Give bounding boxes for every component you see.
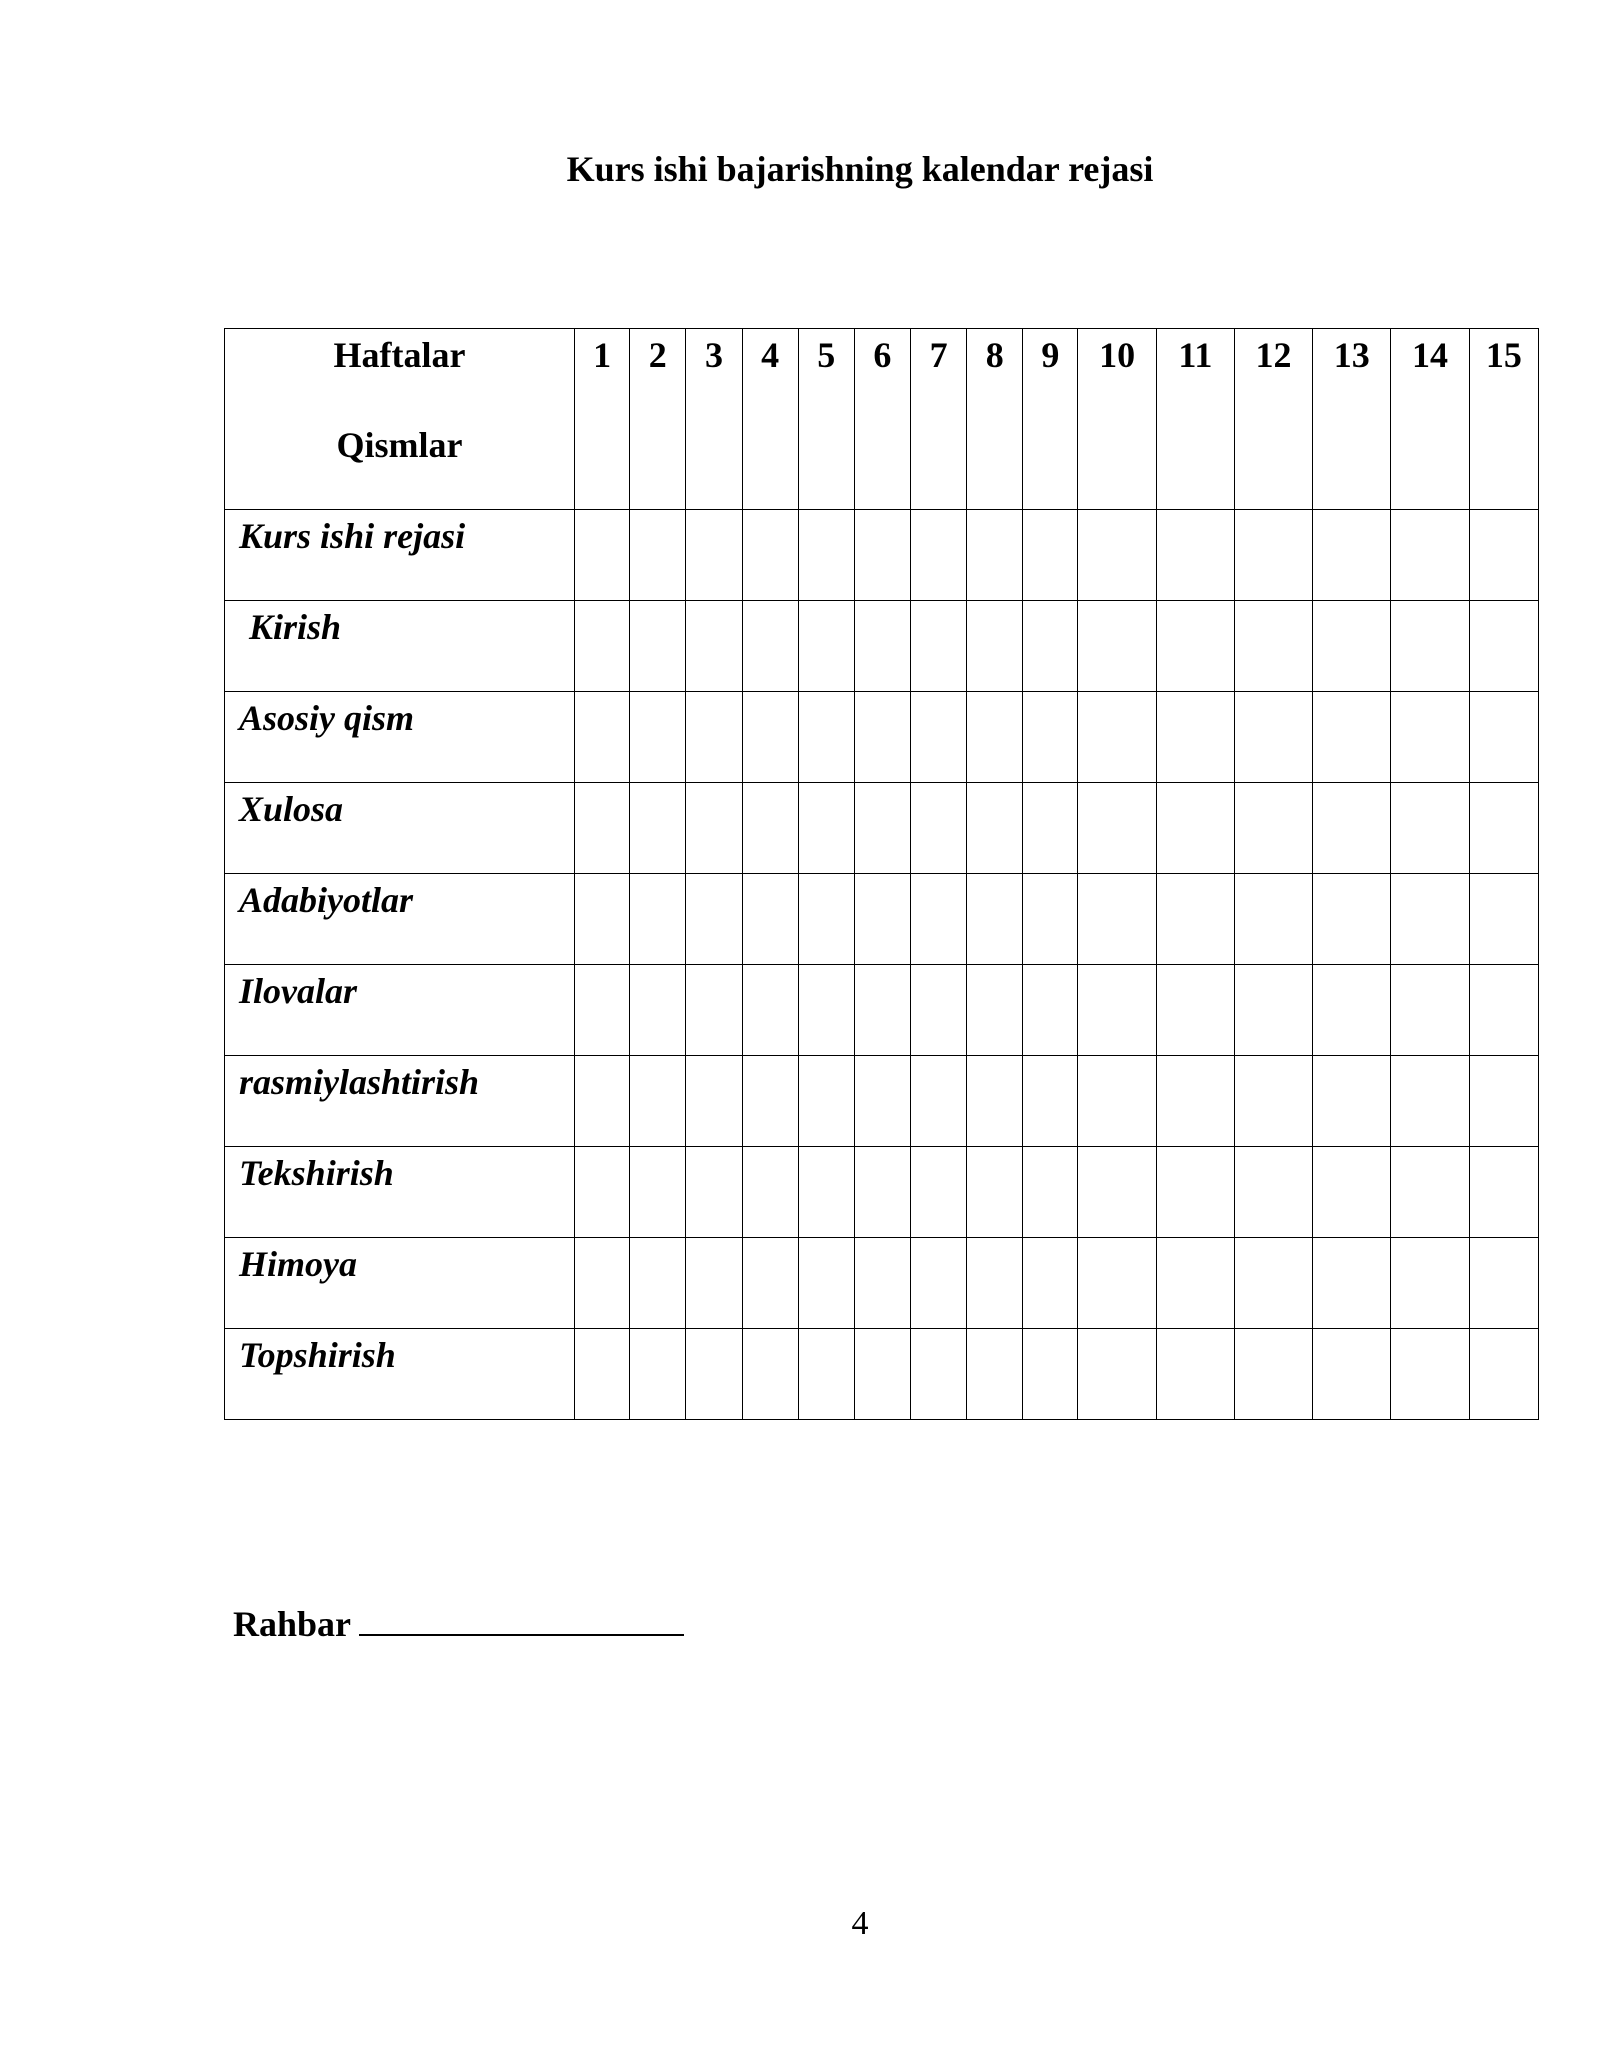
week-cell xyxy=(1469,1147,1538,1238)
week-cell xyxy=(1469,1056,1538,1147)
week-cell xyxy=(630,965,686,1056)
week-header-cell: 5 xyxy=(798,329,854,510)
week-cell xyxy=(630,1147,686,1238)
week-cell xyxy=(686,874,742,965)
corner-header-cell xyxy=(225,329,575,510)
week-cell xyxy=(575,874,630,965)
section-name-cell: Kurs ishi rejasi xyxy=(225,510,575,601)
week-cell xyxy=(742,601,798,692)
week-cell xyxy=(1156,510,1234,601)
week-cell xyxy=(911,1329,967,1420)
week-cell xyxy=(798,1147,854,1238)
week-cell xyxy=(1469,601,1538,692)
week-cell xyxy=(1156,1329,1234,1420)
table-row xyxy=(225,510,1539,601)
week-cell xyxy=(854,783,910,874)
section-name-cell: Adabiyotlar xyxy=(225,874,575,965)
week-cell xyxy=(1078,874,1156,965)
week-cell xyxy=(1391,1147,1469,1238)
week-header-cell: 12 xyxy=(1234,329,1312,510)
week-cell xyxy=(1156,692,1234,783)
week-cell xyxy=(686,965,742,1056)
week-cell xyxy=(1234,783,1312,874)
week-cell xyxy=(630,1056,686,1147)
week-cell xyxy=(1023,1238,1078,1329)
week-cell xyxy=(854,1329,910,1420)
week-header-cell: 7 xyxy=(911,329,967,510)
week-cell xyxy=(575,965,630,1056)
week-cell xyxy=(1078,601,1156,692)
week-cell xyxy=(798,1238,854,1329)
week-cell xyxy=(575,783,630,874)
week-cell xyxy=(911,965,967,1056)
table-row xyxy=(225,601,1539,692)
table-row xyxy=(225,1329,1539,1420)
week-cell xyxy=(1469,1329,1538,1420)
week-cell xyxy=(1391,692,1469,783)
sections-header-label: Qismlar xyxy=(336,425,463,465)
week-header-cell: 14 xyxy=(1391,329,1469,510)
week-cell xyxy=(1313,965,1391,1056)
week-cell xyxy=(630,783,686,874)
week-cell xyxy=(967,1238,1023,1329)
week-cell xyxy=(854,692,910,783)
week-cell xyxy=(1023,692,1078,783)
week-cell xyxy=(630,692,686,783)
week-cell xyxy=(630,874,686,965)
week-cell xyxy=(1234,601,1312,692)
week-cell xyxy=(1234,1238,1312,1329)
week-cell xyxy=(1313,874,1391,965)
calendar-plan-table xyxy=(224,328,1539,1420)
section-name-cell: Tekshirish xyxy=(225,1147,575,1238)
week-cell xyxy=(911,601,967,692)
week-cell xyxy=(967,1056,1023,1147)
week-cell xyxy=(798,783,854,874)
week-cell xyxy=(1391,1329,1469,1420)
week-cell xyxy=(1391,1056,1469,1147)
week-header-cell: 10 xyxy=(1078,329,1156,510)
week-cell xyxy=(742,1238,798,1329)
week-cell xyxy=(1156,783,1234,874)
week-cell xyxy=(1313,1329,1391,1420)
week-cell xyxy=(854,510,910,601)
header-row xyxy=(225,329,1539,510)
week-cell xyxy=(967,692,1023,783)
week-cell xyxy=(686,1147,742,1238)
week-cell xyxy=(967,965,1023,1056)
week-cell xyxy=(1023,510,1078,601)
week-cell xyxy=(854,601,910,692)
week-cell xyxy=(1469,1238,1538,1329)
week-cell xyxy=(630,510,686,601)
week-cell xyxy=(1469,692,1538,783)
week-cell xyxy=(911,874,967,965)
table-row xyxy=(225,1056,1539,1147)
week-cell xyxy=(630,1329,686,1420)
table-row xyxy=(225,783,1539,874)
week-header-cell: 4 xyxy=(742,329,798,510)
week-header-cell: 6 xyxy=(854,329,910,510)
week-cell xyxy=(575,1056,630,1147)
week-cell xyxy=(1313,1147,1391,1238)
week-cell xyxy=(686,783,742,874)
week-cell xyxy=(967,601,1023,692)
section-name-cell: Topshirish xyxy=(225,1329,575,1420)
week-cell xyxy=(1156,601,1234,692)
week-cell xyxy=(911,510,967,601)
section-name-cell: Kirish xyxy=(225,601,575,692)
week-cell xyxy=(1023,1056,1078,1147)
week-cell xyxy=(854,874,910,965)
week-cell xyxy=(967,1329,1023,1420)
week-cell xyxy=(686,1238,742,1329)
week-cell xyxy=(1313,692,1391,783)
week-cell xyxy=(742,1329,798,1420)
week-cell xyxy=(798,601,854,692)
week-cell xyxy=(1156,965,1234,1056)
week-cell xyxy=(967,874,1023,965)
week-header-cell: 8 xyxy=(967,329,1023,510)
week-cell xyxy=(911,692,967,783)
week-cell xyxy=(742,783,798,874)
week-cell xyxy=(686,510,742,601)
week-cell xyxy=(1234,1329,1312,1420)
week-cell xyxy=(686,692,742,783)
section-name-cell: Asosiy qism xyxy=(225,692,575,783)
week-cell xyxy=(854,1238,910,1329)
week-cell xyxy=(575,1238,630,1329)
week-cell xyxy=(1313,1056,1391,1147)
week-cell xyxy=(742,692,798,783)
supervisor-label: Rahbar xyxy=(233,1604,352,1644)
table-row xyxy=(225,1147,1539,1238)
week-header-cell: 15 xyxy=(1469,329,1538,510)
week-cell xyxy=(575,692,630,783)
week-cell xyxy=(630,1238,686,1329)
section-name-cell: Himoya xyxy=(225,1238,575,1329)
table-row xyxy=(225,692,1539,783)
week-cell xyxy=(967,1147,1023,1238)
section-name-cell: Xulosa xyxy=(225,783,575,874)
week-cell xyxy=(1234,1056,1312,1147)
section-name-cell: rasmiylashtirish xyxy=(225,1056,575,1147)
week-cell xyxy=(1078,1056,1156,1147)
week-cell xyxy=(798,510,854,601)
week-cell xyxy=(1391,965,1469,1056)
week-cell xyxy=(967,510,1023,601)
week-cell xyxy=(742,965,798,1056)
week-cell xyxy=(575,601,630,692)
document-title: Kurs ishi bajarishning kalendar rejasi xyxy=(566,149,1154,189)
week-cell xyxy=(742,1147,798,1238)
week-cell xyxy=(686,1329,742,1420)
week-cell xyxy=(1023,1329,1078,1420)
week-cell xyxy=(967,783,1023,874)
week-cell xyxy=(1078,783,1156,874)
week-cell xyxy=(1391,783,1469,874)
table-row xyxy=(225,1238,1539,1329)
supervisor-signature xyxy=(233,1600,684,1645)
table-row xyxy=(225,965,1539,1056)
table-row xyxy=(225,874,1539,965)
week-header-cell: 11 xyxy=(1156,329,1234,510)
week-cell xyxy=(1391,1238,1469,1329)
week-cell xyxy=(1078,1147,1156,1238)
week-cell xyxy=(1156,1056,1234,1147)
week-cell xyxy=(1156,1147,1234,1238)
weeks-header-label: Haftalar xyxy=(333,335,466,375)
week-cell xyxy=(798,692,854,783)
week-cell xyxy=(575,1329,630,1420)
week-cell xyxy=(1078,1238,1156,1329)
week-cell xyxy=(798,1056,854,1147)
week-cell xyxy=(911,1238,967,1329)
week-header-cell: 9 xyxy=(1023,329,1078,510)
week-cell xyxy=(1023,783,1078,874)
week-header-cell: 3 xyxy=(686,329,742,510)
week-cell xyxy=(1078,692,1156,783)
week-cell xyxy=(686,601,742,692)
week-cell xyxy=(575,1147,630,1238)
week-cell xyxy=(1023,874,1078,965)
week-cell xyxy=(1078,965,1156,1056)
week-cell xyxy=(1234,692,1312,783)
week-cell xyxy=(1023,601,1078,692)
week-cell xyxy=(1313,510,1391,601)
week-cell xyxy=(630,601,686,692)
week-cell xyxy=(854,1147,910,1238)
week-cell xyxy=(911,783,967,874)
week-cell xyxy=(1313,1238,1391,1329)
week-cell xyxy=(854,1056,910,1147)
week-cell xyxy=(1469,783,1538,874)
week-cell xyxy=(854,965,910,1056)
week-cell xyxy=(911,1056,967,1147)
week-cell xyxy=(742,510,798,601)
week-cell xyxy=(1313,783,1391,874)
week-cell xyxy=(742,874,798,965)
week-cell xyxy=(1313,601,1391,692)
section-name-cell: Ilovalar xyxy=(225,965,575,1056)
week-cell xyxy=(798,1329,854,1420)
week-cell xyxy=(911,1147,967,1238)
week-cell xyxy=(1469,965,1538,1056)
week-header-cell: 2 xyxy=(630,329,686,510)
week-cell xyxy=(1156,1238,1234,1329)
week-cell xyxy=(1078,510,1156,601)
week-cell xyxy=(742,1056,798,1147)
week-cell xyxy=(686,1056,742,1147)
week-cell xyxy=(1023,1147,1078,1238)
week-cell xyxy=(1469,510,1538,601)
week-cell xyxy=(1391,601,1469,692)
week-cell xyxy=(798,965,854,1056)
week-cell xyxy=(1156,874,1234,965)
week-cell xyxy=(1469,874,1538,965)
week-header-cell: 13 xyxy=(1313,329,1391,510)
week-cell xyxy=(1234,510,1312,601)
page-number: 4 xyxy=(851,1905,869,1942)
week-cell xyxy=(1078,1329,1156,1420)
signature-line xyxy=(359,1600,684,1636)
week-cell xyxy=(1234,1147,1312,1238)
week-cell xyxy=(1391,510,1469,601)
week-header-cell: 1 xyxy=(575,329,630,510)
week-cell xyxy=(1391,874,1469,965)
week-cell xyxy=(1234,874,1312,965)
week-cell xyxy=(575,510,630,601)
week-cell xyxy=(1023,965,1078,1056)
week-cell xyxy=(798,874,854,965)
week-cell xyxy=(1234,965,1312,1056)
table-body xyxy=(225,510,1539,1420)
